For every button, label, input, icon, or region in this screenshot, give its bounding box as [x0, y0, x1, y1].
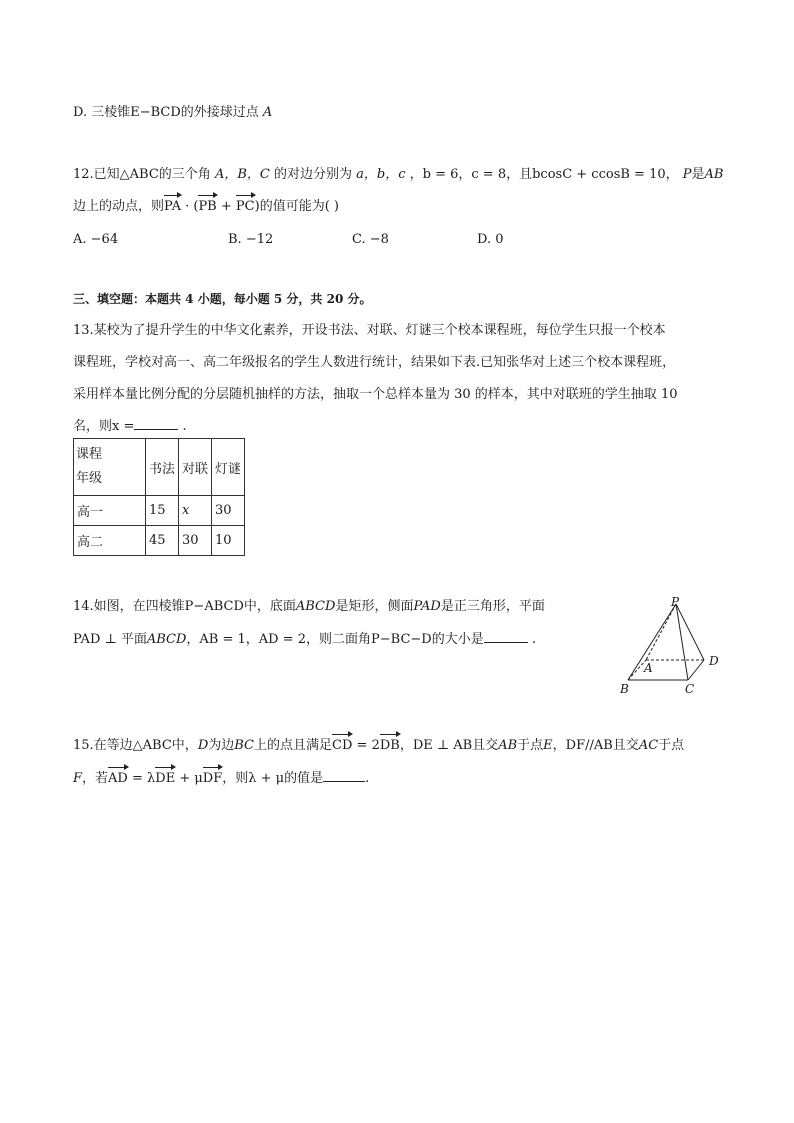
q15-segment-ac: AC [638, 738, 659, 753]
row-header: 高一 [74, 496, 146, 526]
q14-line2 [73, 630, 536, 649]
table-cell: 10 [212, 526, 245, 556]
q15-text: ，DE ⊥ AB且交 [399, 738, 499, 753]
column-header: 书法 [146, 439, 179, 496]
table-row [74, 526, 245, 556]
pyramid-figure [616, 596, 726, 696]
q11-option-d [73, 104, 272, 122]
q14-text: 14.如图，在四棱锥P−ABCD中，底面 [73, 599, 296, 614]
q15-line1 [73, 737, 684, 755]
corner-label-grade: 年级 [76, 471, 103, 486]
q12-line1 [73, 166, 723, 184]
q13-table [73, 438, 245, 556]
q13-text: . [178, 419, 187, 434]
q15-text: = λ [127, 771, 156, 786]
q15-line2 [73, 769, 369, 788]
label-b: B [620, 682, 629, 696]
q13-line2: 课程班，学校对高一、高二年级报名的学生人数进行统计，结果如下表.已知张华对上述三个校本课程班， [73, 355, 676, 370]
vector-df: DF [202, 771, 223, 786]
q14-line1 [73, 598, 545, 616]
q15-text: ，则λ + μ的值是 [222, 771, 324, 786]
q12-angles: A，B，C [214, 167, 270, 182]
q12-text: 边上的动点，则 [73, 199, 165, 214]
q13-line4 [73, 417, 187, 436]
q12-text: + [216, 199, 236, 214]
answer-blank [484, 630, 528, 643]
column-header: 对联 [179, 439, 212, 496]
vector-ad: AD [108, 771, 128, 786]
section-title: 三、填空题：本题共 4 小题，每小题 5 分，共 20 分。 [73, 292, 372, 306]
q12-option-b: B. −12 [228, 232, 274, 247]
table-cell: 30 [179, 526, 212, 556]
q12-text: 的对边分别为 [273, 167, 352, 182]
q15-text: 于点 [658, 738, 685, 753]
q11-option-d-text: D. 三棱锥E−BCD的外接球过点 [73, 105, 259, 120]
q15-segment-ab: AB [498, 738, 518, 753]
q12-option-a: A. −64 [73, 232, 119, 247]
table-header-row [74, 439, 245, 496]
q14-text: PAD ⊥ 平面 [73, 632, 147, 647]
row-header: 高二 [74, 526, 146, 556]
q15-text: = 2 [352, 738, 380, 753]
table-cell: 30 [212, 496, 245, 526]
q15-text: ，若 [82, 771, 109, 786]
q15-text: . [365, 771, 370, 786]
q12-text: 12.已知△ABC的三个角 [73, 167, 211, 182]
vector-cd: CD [332, 738, 353, 753]
label-a: A [644, 661, 653, 675]
vector-pc: PC [235, 199, 255, 214]
q15-text: 为边 [208, 738, 235, 753]
edge-pa [646, 604, 676, 660]
table-cell: x [179, 496, 212, 526]
vector-pa: PA [164, 199, 181, 214]
answer-blank [323, 769, 365, 782]
q15-text: + μ [175, 771, 203, 786]
q15-segment-bc: BC [234, 738, 255, 753]
corner-label-course: 课程 [76, 447, 103, 462]
q15-text: 于点 [517, 738, 544, 753]
q14-text: 是矩形，侧面 [335, 599, 414, 614]
q14-base-label: ABCD [295, 599, 336, 614]
q15-text: ，DF//AB且交 [552, 738, 639, 753]
q12-option-c: C. −8 [352, 232, 389, 247]
q15-point-f: F [73, 771, 83, 786]
q15-point-d: D [197, 738, 209, 753]
label-c: C [685, 682, 695, 696]
q14-text: ，AB = 1，AD = 2，则二面角P−BC−D的大小是 [186, 632, 484, 647]
q12-text: )的值可能为( ) [254, 199, 339, 214]
q15-text: 上的点且满足 [254, 738, 333, 753]
table-cell: 15 [146, 496, 179, 526]
q13-text: 名，则x = [73, 419, 135, 434]
label-p: P [671, 596, 680, 609]
q14-base-label: ABCD [146, 632, 187, 647]
q13-line1: 13.某校为了提升学生的中华文化素养，开设书法、对联、灯谜三个校本课程班，每位学生只报一个校本 [73, 323, 666, 338]
vector-de: DE [155, 771, 176, 786]
q12-text: 是 [691, 167, 705, 182]
q12-line2 [73, 198, 339, 216]
q13-line3: 采用样本量比例分配的分层随机抽样的方法，抽取一个总样本量为 30 的样本，其中对联班的学生抽取 10 [73, 387, 678, 402]
q15-point-e: E [543, 738, 553, 753]
q12-option-d: D. 0 [477, 232, 504, 247]
table-row [74, 496, 245, 526]
table-corner-cell [74, 439, 146, 496]
q12-sides: a，b，c [356, 167, 406, 182]
q12-text: · ( [180, 199, 199, 214]
vector-pb: PB [198, 199, 217, 214]
q12-point-p: P [682, 167, 692, 182]
q12-given: ，b = 6，c = 8，且bcosC + ccosB = 10， [409, 167, 679, 182]
q12-segment-ab: AB [704, 167, 724, 182]
vector-db: DB [379, 738, 400, 753]
q15-text: 15.在等边△ABC中， [73, 738, 198, 753]
q11-option-d-point: A [262, 105, 273, 120]
column-header: 灯谜 [212, 439, 245, 496]
q14-text: . [527, 632, 536, 647]
q14-text: 是正三角形，平面 [440, 599, 545, 614]
edge-cd [688, 660, 704, 680]
label-d: D [709, 654, 719, 668]
table-cell: 45 [146, 526, 179, 556]
q14-face-label: PAD [413, 599, 441, 614]
answer-blank [134, 417, 178, 430]
